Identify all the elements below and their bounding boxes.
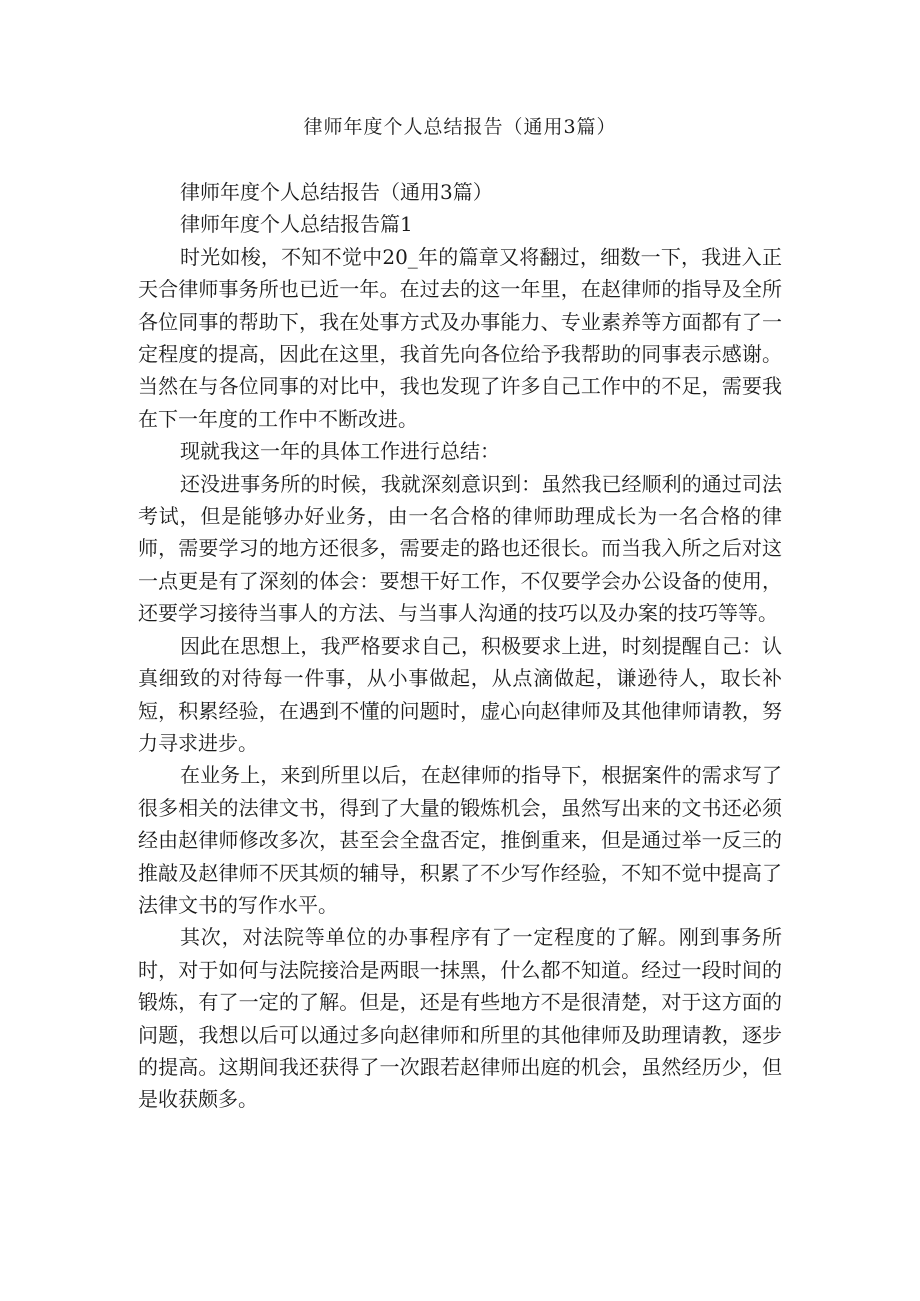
document-body bbox=[138, 176, 782, 1116]
document-title: 律师年度个人总结报告（通用3篇） bbox=[303, 116, 617, 138]
paragraph: 在业务上，来到所里以后，在赵律师的指导下，根据案件的需求写了很多相关的法律文书，得到了大量的锻炼机会，虽然写出来的文书还必须经由赵律师修改多次，甚至会全盘否定，推倒重来，但是通过举一反三的推敲及赵律师不厌其烦的辅导，积累了不少写作经验，不知不觉中提高了法律文书的写作水平。 bbox=[138, 763, 782, 917]
paragraph: 时光如梭，不知不觉中20_年的篇章又将翻过，细数一下，我进入正天合律师事务所也已近一年。在过去的这一年里，在赵律师的指导及全所各位同事的帮助下，我在处事方式及办事能力、专业素养等方面都有了一定程度的提高，因此在这里，我首先向各位给予我帮助的同事表示感谢。当然在与各位同事的对比中，我也发现了许多自己工作中的不足，需要我在下一年度的工作中不断改进。 bbox=[138, 244, 782, 431]
paragraph-subtitle: 律师年度个人总结报告（通用3篇） bbox=[180, 180, 493, 204]
paragraph: 其次，对法院等单位的办事程序有了一定程度的了解。刚到事务所时，对于如何与法院接洽是两眼一抹黑，什么都不知道。经过一段时间的锻炼，有了一定的了解。但是，还是有些地方不是很清楚，对于这方面的问题，我想以后可以通过多向赵律师和所里的其他律师及助理请教，逐步的提高。这期间我还获得了一次跟若赵律师出庭的机会，虽然经历少，但是收获颇多。 bbox=[138, 925, 782, 1112]
paragraph: 还没进事务所的时候，我就深刻意识到：虽然我已经顺利的通过司法考试，但是能够办好业务，由一名合格的律师助理成长为一名合格的律师，需要学习的地方还很多，需要走的路也还很长。而当我入所之后对这一点更是有了深刻的体会：要想干好工作，不仅要学会办公设备的使用，还要学习接待当事人的方法、与当事人沟通的技巧以及办案的技巧等等。 bbox=[138, 471, 782, 626]
paragraph-section-heading: 律师年度个人总结报告篇1 bbox=[180, 212, 413, 237]
paragraph: 现就我这一年的具体工作进行总结： bbox=[180, 439, 500, 464]
paragraph: 因此在思想上，我严格要求自己，积极要求上进，时刻提醒自己：认真细致的对待每一件事，从小事做起，从点滴做起，谦逊待人，取长补短，积累经验，在遇到不懂的问题时，虚心向赵律师及其他律师请教，努力寻求进步。 bbox=[138, 633, 782, 755]
